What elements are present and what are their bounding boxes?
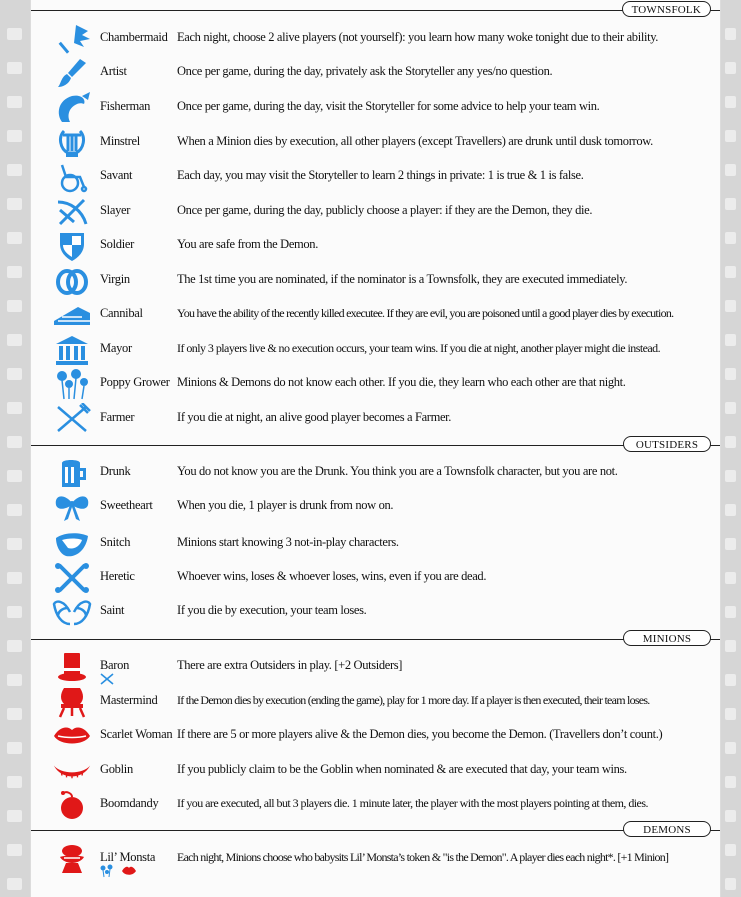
character-name: Snitch xyxy=(100,535,131,549)
film-sprocket-hole xyxy=(7,334,22,346)
character-ability: Minions & Demons do not know each other. If you die, they learn who each other are that night. xyxy=(177,375,626,389)
film-sprocket-hole xyxy=(725,538,736,550)
mouth-icon xyxy=(51,528,93,560)
character-row-goblin xyxy=(31,754,720,788)
section-divider xyxy=(31,10,720,11)
character-name: Chambermaid xyxy=(100,30,168,44)
film-sprocket-hole xyxy=(725,742,736,754)
section-tag-townsfolk: TOWNSFOLK xyxy=(622,1,711,17)
film-sprocket-hole xyxy=(725,674,736,686)
film-sprocket-hole xyxy=(725,402,736,414)
character-ability: Once per game, during the day, visit the Storyteller for some advice to help your team win. xyxy=(177,99,600,113)
film-sprocket-hole xyxy=(7,164,22,176)
poppies-jinx-icon xyxy=(99,864,115,883)
jinx-icons xyxy=(99,864,137,883)
character-ability: If you are executed, all but 3 players die. 1 minute later, the player with the most players pointing at them, dies. xyxy=(177,796,648,810)
film-sprocket-hole xyxy=(725,334,736,346)
pitchfork-icon xyxy=(51,403,93,435)
film-sprocket-hole xyxy=(7,300,22,312)
character-name: Slayer xyxy=(100,203,131,217)
section-divider xyxy=(31,639,720,640)
film-sprocket-hole xyxy=(7,368,22,380)
film-sprocket-hole xyxy=(7,504,22,516)
chair-icon xyxy=(51,686,93,718)
film-sprocket-hole xyxy=(725,844,736,856)
section-tag-demons: DEMONS xyxy=(623,821,711,837)
section-divider xyxy=(31,830,720,831)
character-name: Heretic xyxy=(100,569,135,583)
bomb-icon xyxy=(51,789,93,821)
film-sprocket-hole xyxy=(7,810,22,822)
character-name: Artist xyxy=(100,64,127,78)
film-sprocket-hole xyxy=(7,62,22,74)
character-ability: Whoever wins, loses & whoever loses, wins, even if you are dead. xyxy=(177,569,487,583)
film-sprocket-hole xyxy=(725,300,736,312)
film-sprocket-hole xyxy=(725,96,736,108)
film-sprocket-hole xyxy=(7,470,22,482)
wheelchair-icon xyxy=(51,161,93,193)
character-ability: You do not know you are the Drunk. You think you are a Townsfolk character, but you are not. xyxy=(177,464,618,478)
character-row-virgin xyxy=(31,264,720,298)
character-row-artist xyxy=(31,56,720,90)
film-sprocket-hole xyxy=(7,198,22,210)
character-row-mastermind xyxy=(31,685,720,719)
film-sprocket-hole xyxy=(725,28,736,40)
character-ability: Once per game, during the day, privately ask the Storyteller any yes/no question. xyxy=(177,64,553,78)
character-row-mayor xyxy=(31,333,720,367)
poppies-icon xyxy=(51,368,93,400)
character-row-drunk xyxy=(31,456,720,490)
character-row-baron xyxy=(31,650,720,684)
character-ability: If you die by execution, your team loses. xyxy=(177,603,367,617)
lyre-icon xyxy=(51,127,93,159)
character-row-soldier xyxy=(31,229,720,263)
character-name: Mastermind xyxy=(100,693,158,707)
character-ability: Each night, choose 2 alive players (not yourself): you learn how many woke tonight due to their ability. xyxy=(177,30,659,44)
film-sprocket-hole xyxy=(7,436,22,448)
character-row-fisherman xyxy=(31,91,720,125)
film-sprocket-hole xyxy=(7,878,22,890)
character-ability: If there are 5 or more players alive & the Demon dies, you become the Demon. (Travellers don’t count.) xyxy=(177,727,663,741)
character-name: Farmer xyxy=(100,410,135,424)
character-ability: Each night, Minions choose who babysits Lil’ Monsta’s token & "is the Demon". A player dies each night*. [+1 Minion] xyxy=(177,850,669,864)
film-sprocket-hole xyxy=(725,130,736,142)
character-name: Savant xyxy=(100,168,133,182)
fish-icon xyxy=(51,92,93,124)
film-sprocket-hole xyxy=(7,538,22,550)
film-sprocket-hole xyxy=(7,402,22,414)
film-sprocket-hole xyxy=(725,164,736,176)
character-ability: The 1st time you are nominated, if the nominator is a Townsfolk, they are executed immediately. xyxy=(177,272,628,286)
film-sprocket-hole xyxy=(7,674,22,686)
character-ability: If you publicly claim to be the Goblin when nominated & are executed that day, your team wins. xyxy=(177,762,627,776)
character-name: Drunk xyxy=(100,464,131,478)
character-row-sweetheart xyxy=(31,490,720,524)
rings-icon xyxy=(51,265,93,297)
character-name: Baron xyxy=(100,658,130,672)
lips-jinx-icon xyxy=(121,864,137,883)
character-name: Soldier xyxy=(100,237,135,251)
character-name: Cannibal xyxy=(100,306,143,320)
paintbrush-icon xyxy=(51,57,93,89)
character-ability: Once per game, during the day, publicly choose a player: if they are the Demon, they die. xyxy=(177,203,593,217)
character-ability: There are extra Outsiders in play. [+2 Outsiders] xyxy=(177,658,403,672)
crossbow-icon xyxy=(51,196,93,228)
character-row-cannibal xyxy=(31,298,720,332)
character-name: Boomdandy xyxy=(100,796,159,810)
top-hat-icon xyxy=(51,651,93,683)
character-name: Virgin xyxy=(100,272,130,286)
film-sprocket-hole xyxy=(725,640,736,652)
character-row-snitch xyxy=(31,527,720,561)
character-ability: If the Demon dies by execution (ending the game), play for 1 more day. If a player is then executed, their team loses. xyxy=(177,693,650,707)
character-name: Mayor xyxy=(100,341,132,355)
film-sprocket-hole xyxy=(7,708,22,720)
character-name: Lil’ Monsta xyxy=(100,850,156,864)
character-ability: If you die at night, an alive good player becomes a Farmer. xyxy=(177,410,452,424)
film-sprocket-hole xyxy=(725,708,736,720)
character-name: Goblin xyxy=(100,762,133,776)
character-row-saint xyxy=(31,595,720,629)
section-divider xyxy=(31,445,720,446)
lips-icon xyxy=(51,720,93,752)
character-name: Sweetheart xyxy=(100,498,153,512)
film-sprocket-hole xyxy=(7,232,22,244)
section-tag-outsiders: OUTSIDERS xyxy=(623,436,711,452)
film-sprocket-hole xyxy=(7,266,22,278)
section-tag-minions: MINIONS xyxy=(623,630,711,646)
film-sprocket-hole xyxy=(725,572,736,584)
character-row-lil-monsta xyxy=(31,842,720,876)
character-ability: You are safe from the Demon. xyxy=(177,237,318,251)
film-sprocket-hole xyxy=(7,130,22,142)
character-name: Fisherman xyxy=(100,99,151,113)
character-name: Minstrel xyxy=(100,134,140,148)
character-row-heretic xyxy=(31,561,720,595)
film-sprocket-hole xyxy=(7,606,22,618)
character-row-minstrel xyxy=(31,126,720,160)
character-ability: When a Minion dies by execution, all other players (except Travellers) are drunk until dusk tomorrow. xyxy=(177,134,653,148)
character-row-savant xyxy=(31,160,720,194)
character-name: Scarlet Woman xyxy=(100,727,173,741)
character-name: Saint xyxy=(100,603,125,617)
wings-icon xyxy=(51,596,93,628)
film-sprocket-hole xyxy=(7,776,22,788)
shield-icon xyxy=(51,230,93,262)
character-row-scarlet-woman xyxy=(31,719,720,753)
film-sprocket-hole xyxy=(725,504,736,516)
character-row-slayer xyxy=(31,195,720,229)
character-row-poppy-grower xyxy=(31,367,720,401)
film-sprocket-hole xyxy=(725,606,736,618)
pie-icon xyxy=(51,299,93,331)
film-sprocket-hole xyxy=(725,436,736,448)
film-sprocket-hole xyxy=(7,640,22,652)
bow-icon xyxy=(51,491,93,523)
film-sprocket-hole xyxy=(725,368,736,380)
character-row-chambermaid xyxy=(31,22,720,56)
character-ability: You have the ability of the recently killed executee. If they are evil, you are poisoned until a good player dies by execution. xyxy=(177,306,674,320)
film-sprocket-hole xyxy=(725,776,736,788)
monster-icon xyxy=(51,843,93,875)
film-sprocket-hole xyxy=(725,470,736,482)
character-ability: Each day, you may visit the Storyteller to learn 2 things in private: 1 is true & 1 is false. xyxy=(177,168,584,182)
character-ability: When you die, 1 player is drunk from now on. xyxy=(177,498,394,512)
character-ability: Minions start knowing 3 not-in-play characters. xyxy=(177,535,399,549)
crossed-bones-icon xyxy=(51,562,93,594)
film-sprocket-hole xyxy=(725,266,736,278)
feather-duster-icon xyxy=(51,23,93,55)
character-row-farmer xyxy=(31,402,720,436)
film-sprocket-hole xyxy=(725,198,736,210)
film-strip-left xyxy=(0,0,30,897)
character-ability: If only 3 players live & no execution occurs, your team wins. If you die at night, another player might die instead. xyxy=(177,341,661,355)
character-name: Poppy Grower xyxy=(100,375,170,389)
film-sprocket-hole xyxy=(7,96,22,108)
grin-icon xyxy=(51,755,93,787)
film-sprocket-hole xyxy=(725,62,736,74)
film-sprocket-hole xyxy=(7,844,22,856)
film-sprocket-hole xyxy=(725,810,736,822)
film-sprocket-hole xyxy=(7,572,22,584)
film-sprocket-hole xyxy=(725,232,736,244)
film-sprocket-hole xyxy=(7,742,22,754)
beer-mug-icon xyxy=(51,457,93,489)
film-sprocket-hole xyxy=(7,28,22,40)
film-strip-right xyxy=(721,0,741,897)
film-sprocket-hole xyxy=(725,878,736,890)
town-hall-icon xyxy=(51,334,93,366)
character-row-boomdandy xyxy=(31,788,720,822)
